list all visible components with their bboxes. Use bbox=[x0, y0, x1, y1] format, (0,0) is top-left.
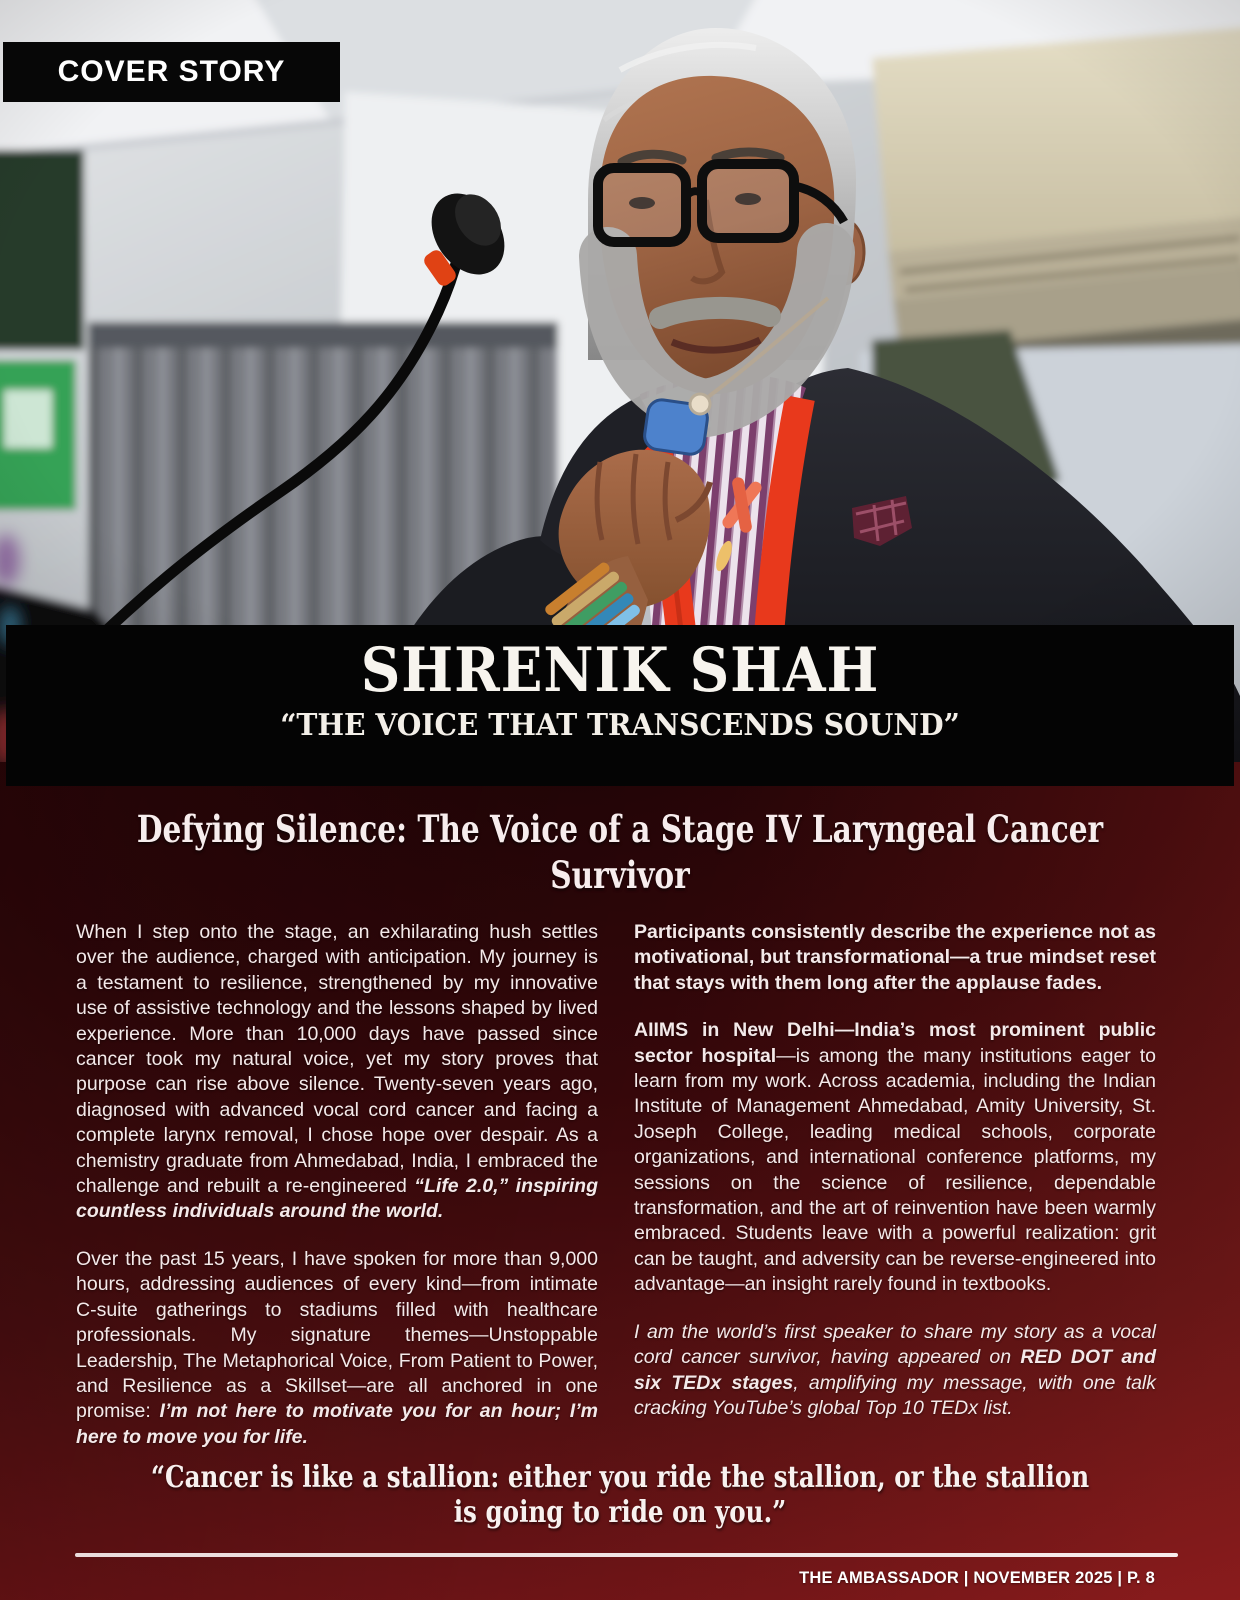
page-subtitle: “THE VOICE THAT TRANSCENDS SOUND” bbox=[280, 708, 960, 743]
article-column-right bbox=[634, 920, 1156, 1472]
article-body bbox=[0, 762, 1240, 1600]
article-paragraph: AIIMS in New Delhi—India’s most prominent public sector hospital—is among the many institutions eager to learn from my work. Across academia, including the Indian Institute of Management Ahmedabad, Amity University, St. Joseph College, leading medical schools, corporate organizations, and international conference platforms, my sessions on the science of resilience, dependable transformation, and the art of reinvention have been warmly embraced. Students leave with a powerful realization: grit can be taught, and adversity can be reverse-engineered into advantage—an insight rarely found in textbooks. bbox=[634, 1019, 1156, 1296]
article-columns bbox=[0, 898, 1240, 1472]
cover-story-label: COVER STORY bbox=[57, 55, 286, 88]
article-paragraph: When I step onto the stage, an exhilarating hush settles over the audience, charged with anticipation. My journey is a testament to resilience, strengthened by my innovative use of assistive technology and the lessons shaped by lived experience. More than 10,000 days have passed since cancer took my natural voice, yet my story proves that purpose can rise above silence. Twenty-seven years ago, diagnosed with advanced vocal cord cancer and facing a complete larynx removal, I chose hope over despair. As a chemistry graduate from Ahmedabad, India, I embraced the challenge and rebuilt a re-engineered “Life 2.0,” inspiring countless individuals around the world. bbox=[76, 921, 598, 1223]
pull-quote: “Cancer is like a stallion: either you ride the stallion, or the stallion is going to ride on you.” bbox=[150, 1460, 1090, 1530]
article-paragraph: Participants consistently describe the experience not as motivational, but transformational—a true mindset reset that stays with them long after the applause fades. bbox=[634, 921, 1156, 994]
footer-rule bbox=[75, 1553, 1178, 1557]
article-heading: Defying Silence: The Voice of a Stage IV Laryngeal Cancer Survivor bbox=[136, 807, 1104, 897]
title-banner bbox=[6, 625, 1234, 786]
article-paragraph: Over the past 15 years, I have spoken for more than 9,000 hours, addressing audiences of every kind—from intimate C-suite gatherings to stadiums filled with healthcare professionals. My signature themes—Unstoppable Leadership, The Metaphorical Voice, From Patient to Power, and Resilience as a Skillset—are all anchored in one promise: I’m not here to motivate you for an hour; I’m here to move you for life. bbox=[76, 1247, 598, 1448]
cover-story-badge bbox=[3, 42, 340, 102]
article-column-left bbox=[76, 920, 598, 1472]
page-title: SHRENIK SHAH bbox=[360, 635, 880, 706]
page-footer: THE AMBASSADOR | NOVEMBER 2025 | P. 8 bbox=[799, 1569, 1155, 1587]
article-paragraph: I am the world’s first speaker to share my story as a vocal cord cancer survivor, having appeared on RED DOT and six TEDx stages, amplifying my message, with one talk cracking YouTube’s global Top 10 TEDx list. bbox=[634, 1320, 1156, 1419]
